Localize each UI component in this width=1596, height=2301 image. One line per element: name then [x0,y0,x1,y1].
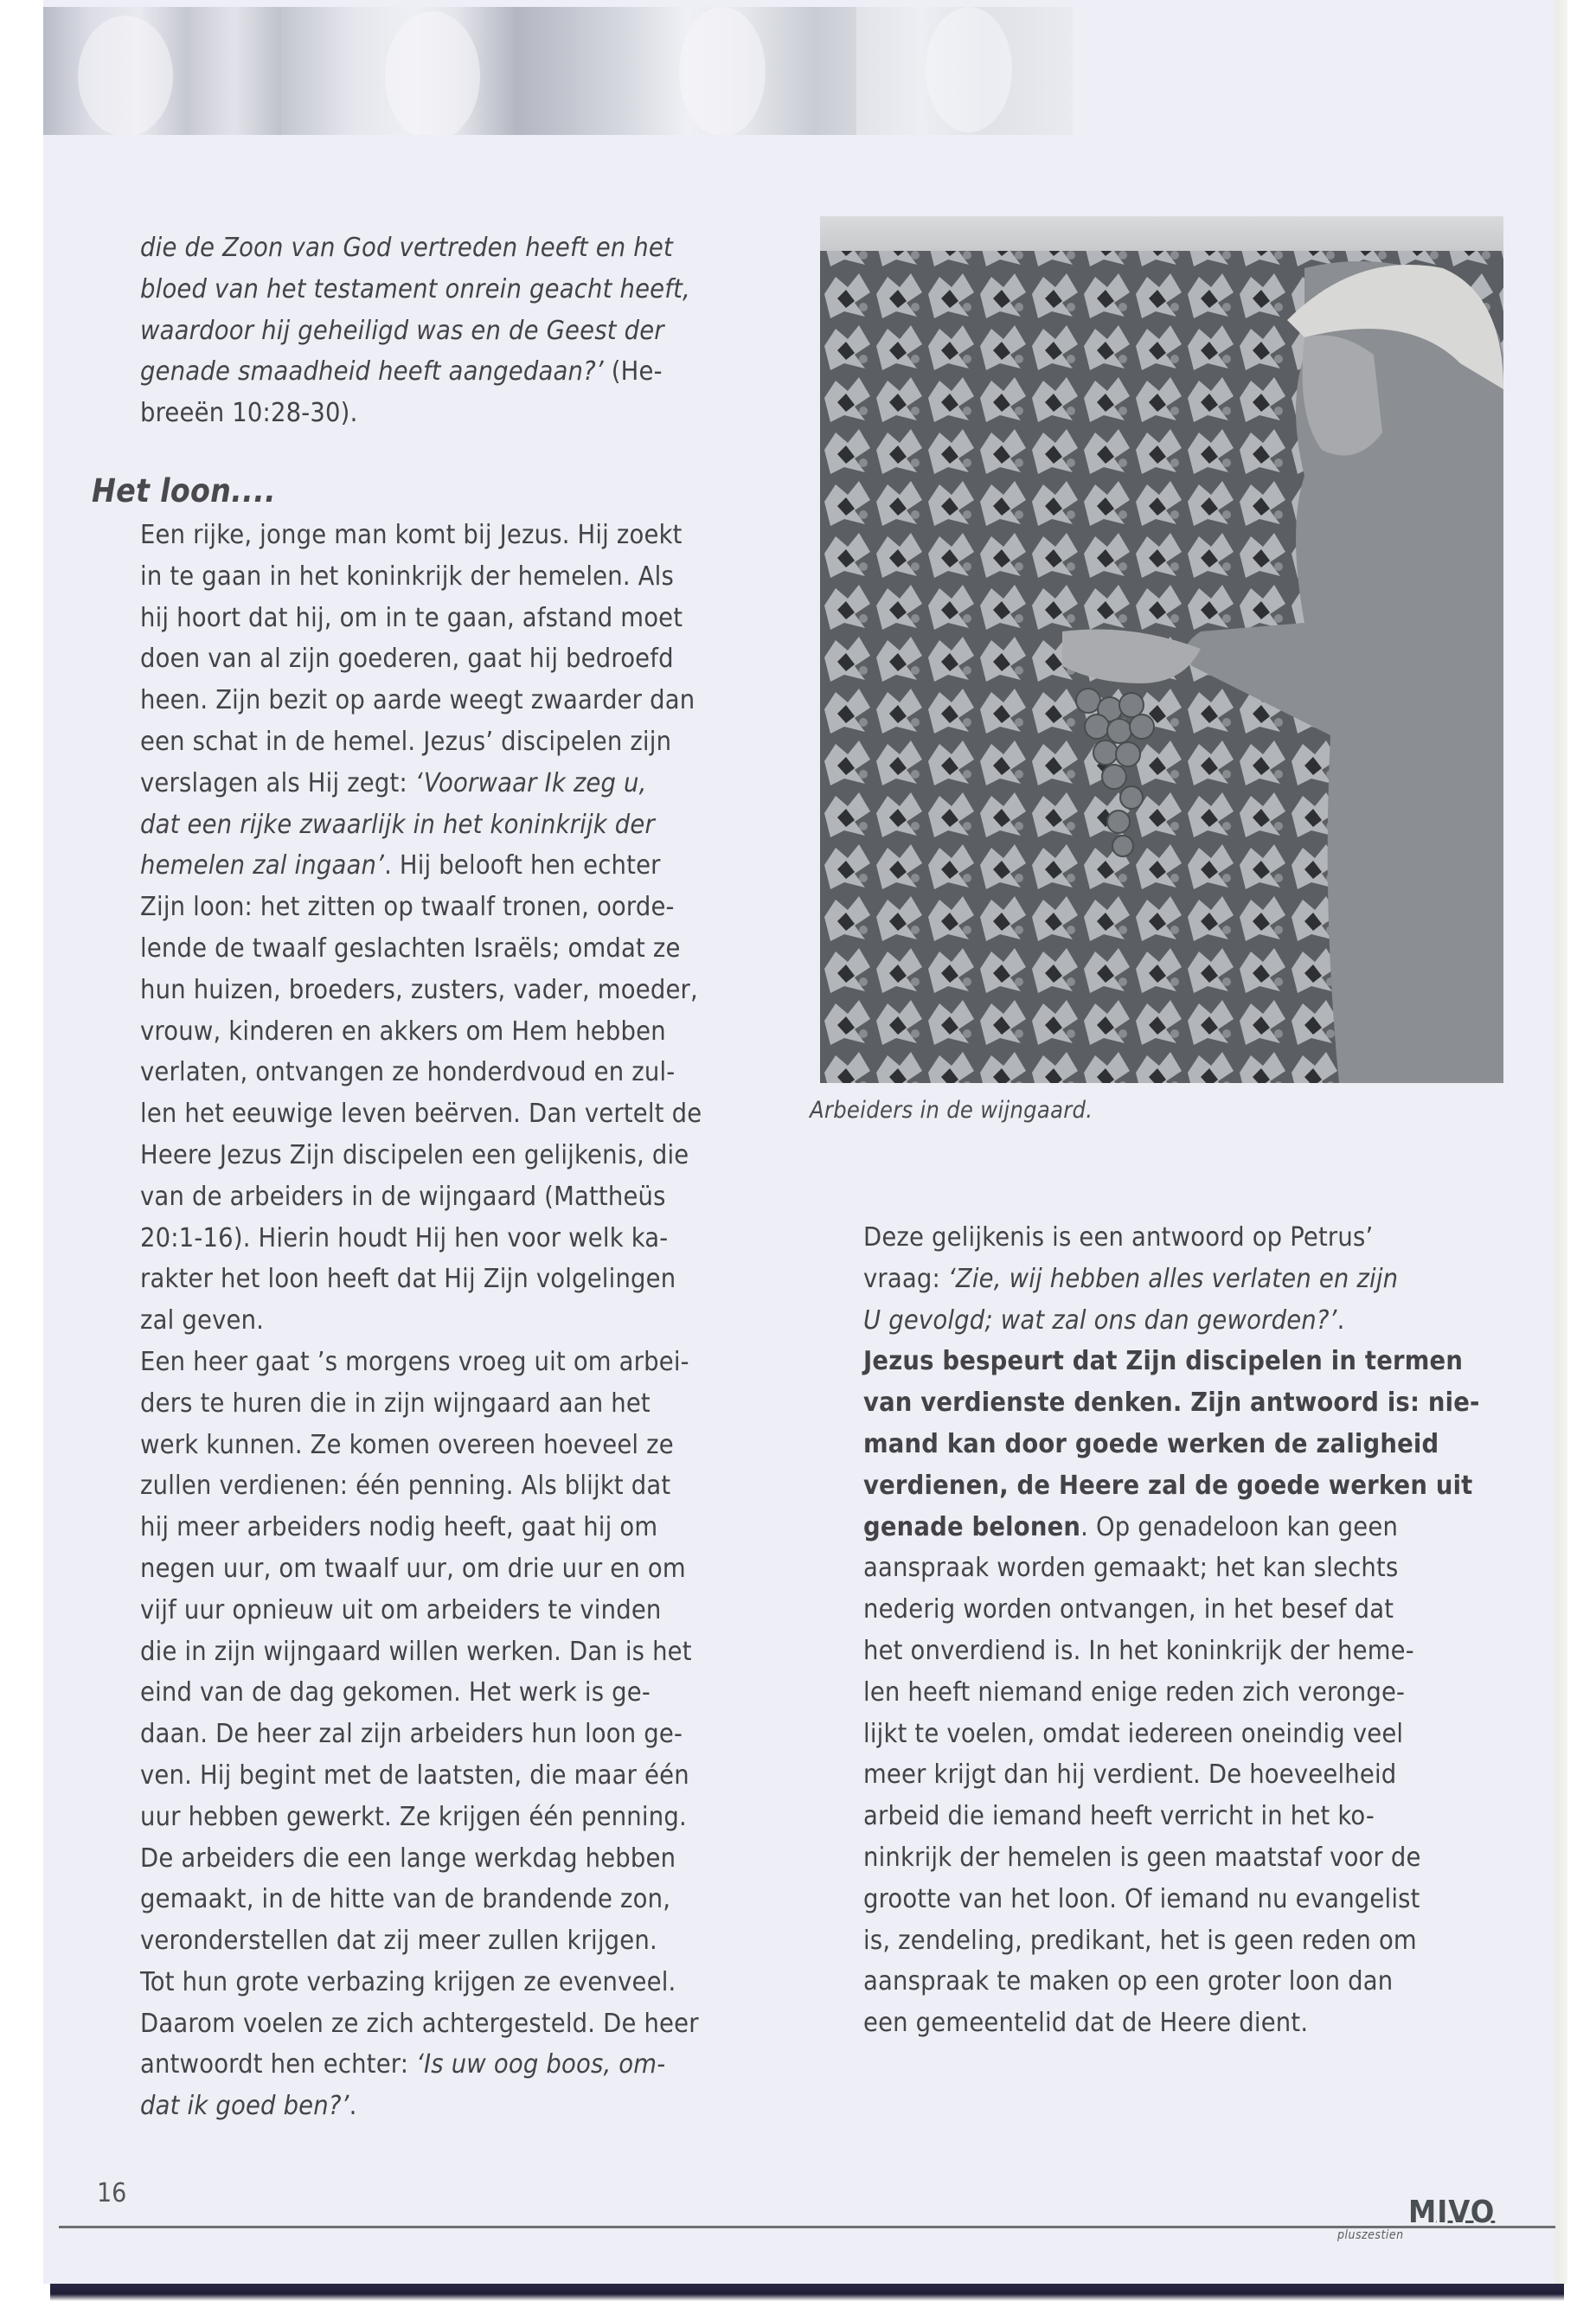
body-text: hun huizen, broeders, zusters, vader, moeder, [140,974,698,1005]
text-line [863,1300,1486,1342]
intro-quote [140,228,763,434]
italic-quote-text: dat ik goed ben?’ [140,2091,349,2122]
brand-subtitle: pluszestien [1337,2228,1404,2242]
text-line [863,1631,1486,1672]
italic-quote-text: waardoor hij geheiligd was en de Geest der [140,315,664,346]
text-line [140,311,763,352]
text-line [863,1714,1486,1755]
italic-quote-text: ‘Is uw oog boos, om- [416,2049,666,2080]
body-text: nederig worden ontvangen, in het besef dat [863,1594,1394,1625]
text-line [863,1672,1486,1714]
body-text: lijkt te voelen, omdat iedereen oneindig veel [863,1718,1404,1749]
text-line [863,1879,1486,1920]
text-line [140,2003,763,2045]
text-line [863,1548,1486,1589]
italic-quote-text: U gevolgd; wat zal ons dan geworden?’ [863,1304,1337,1336]
bold-text: mand kan door goede werken de zaligheid [863,1428,1439,1459]
text-line [863,1796,1486,1837]
bold-text: verdienen, de Heere zal de goede werken uit [863,1470,1473,1501]
text-line [140,1342,763,1383]
footer-rule [59,2226,1555,2228]
text-line [863,1961,1486,2003]
text-line [140,1259,763,1300]
text-line [140,1631,763,1673]
text-line [140,1920,763,1962]
body-text: een schat in de hemel. Jezus’ discipelen zijn [140,726,672,757]
body-text: Heere Jezus Zijn discipelen een gelijkenis, die [140,1139,689,1170]
text-line [863,2003,1486,2044]
body-text: Daarom voelen ze zich achtergesteld. De heer [140,2008,699,2039]
body-text: heen. Zijn bezit op aarde weegt zwaarder dan [140,685,695,716]
text-line [140,928,763,970]
body-text: vrouw, kinderen en akkers om Hem hebben [140,1016,666,1047]
body-text: lende de twaalf geslachten Israëls; omdat ze [140,933,681,964]
body-text: uur hebben gewerkt. Ze krijgen één penning. [140,1801,687,1832]
text-line [140,845,763,887]
body-text: Deze gelijkenis is een antwoord op Petrus’ [863,1222,1374,1253]
body-text: verlaten, ontvangen ze honderdvoud en zul- [140,1057,676,1088]
italic-quote-text: bloed van het testament onrein geacht heeft, [140,273,690,304]
header-portrait-photo [281,7,575,135]
text-line [863,1382,1486,1424]
body-text: grootte van het loon. Of iemand nu evangelist [863,1883,1420,1914]
body-text: . [1336,1304,1345,1336]
body-text: Een heer gaat ’s morgens vroeg uit om arbei- [140,1346,689,1377]
text-line [863,1837,1486,1879]
header-portrait-photo [43,7,281,135]
text-line [140,1879,763,1920]
italic-quote-text: die de Zoon van God vertreden heeft en het [140,233,673,263]
italic-quote-text: genade smaadheid heeft aangedaan?’ [140,356,604,388]
text-line [140,1300,763,1342]
text-line [140,2086,763,2127]
body-text: daan. De heer zal zijn arbeiders hun loon ge- [140,1719,683,1750]
body-text: 20:1-16). Hierin houdt Hij hen voor welk ka- [140,1222,669,1253]
body-text: . Hij belooft hen echter [384,850,661,881]
text-line [863,1920,1486,1962]
body-text: arbeid die iemand heeft verricht in het ko- [863,1801,1375,1832]
body-text: Tot hun grote verbazing krijgen ze evenveel. [140,1966,676,1997]
text-line [140,1590,763,1631]
body-text: veronderstellen dat zij meer zullen krijgen. [140,1926,657,1957]
text-line [140,1838,763,1880]
text-line [140,887,763,928]
body-text: het onverdiend is. In het koninkrijk der heme- [863,1635,1414,1666]
text-line [140,1011,763,1053]
body-text: breeën 10:28-30). [140,398,358,429]
header-portrait-photo [575,7,856,135]
text-line [140,1052,763,1093]
text-line [140,228,763,269]
text-line [863,1424,1486,1465]
body-text: zal geven. [140,1305,265,1336]
italic-quote-text: dat een rijke zwaarlijk in het koninkrijk der [140,809,655,840]
text-line [140,515,763,556]
text-line [140,1425,763,1466]
body-text: (He- [603,356,663,388]
text-line [140,1465,763,1507]
text-line [140,598,763,639]
body-text: len het eeuwige leven beërven. Dan vertelt de [140,1099,702,1130]
text-line [863,1259,1486,1300]
section-heading: Het loon.... [92,472,276,510]
body-text: aanspraak te maken op een groter loon dan [863,1966,1394,1997]
body-text: aanspraak worden gemaakt; het kan slechts [863,1553,1399,1584]
bold-text: Jezus bespeurt dat Zijn discipelen in termen [863,1346,1464,1377]
body-text: verslagen als Hij zegt: [140,767,415,798]
body-text: De arbeiders die een lange werkdag hebben [140,1843,676,1874]
text-line [140,763,763,804]
body-text: Een rijke, jonge man komt bij Jezus. Hij zoekt [140,520,683,550]
text-line [140,2044,763,2086]
bottom-dark-band [50,2284,1564,2301]
text-line [140,1093,763,1135]
photo-caption: Arbeiders in de wijngaard. [810,1097,1093,1124]
body-text: meer krijgt dan hij verdient. De hoeveelheid [863,1759,1397,1791]
right-column-body [863,1217,1486,2044]
text-line [140,1548,763,1590]
text-line [140,393,763,434]
body-text: antwoordt hen echter: [140,2049,417,2080]
italic-quote-text: ‘Zie, wij hebben alles verlaten en zijn [947,1263,1399,1294]
text-line [140,638,763,680]
italic-quote-text: ‘Voorwaar Ik zeg u, [414,767,647,798]
text-line [140,556,763,598]
body-text: rakter het loon heeft dat Hij Zijn volgelingen [140,1264,676,1295]
text-line [140,680,763,721]
text-line [140,1383,763,1425]
body-text: hij hoort dat hij, om in te gaan, afstand moet [140,602,683,633]
body-text: een gemeentelid dat de Heere dient. [863,2008,1309,2039]
bold-text: genade belonen [863,1511,1081,1542]
body-text: gemaakt, in de hitte van de brandende zon, [140,1884,671,1915]
body-text: van de arbeiders in de wijngaard (Mattheüs [140,1181,666,1212]
text-line [140,1176,763,1218]
text-line [140,1797,763,1838]
text-line [863,1754,1486,1796]
text-line [863,1217,1486,1259]
text-line [863,1341,1486,1382]
text-line [140,804,763,846]
left-column-body [140,515,763,2127]
italic-quote-text: hemelen zal ingaan’ [140,850,385,881]
body-text: . Op genadeloon kan geen [1080,1511,1399,1542]
text-line [140,269,763,311]
text-line [140,1714,763,1755]
body-text: len heeft niemand enige reden zich veronge- [863,1676,1406,1708]
body-text: is, zendeling, predikant, het is geen reden om [863,1925,1417,1956]
text-line [863,1507,1486,1548]
text-line [140,721,763,763]
body-text: . [349,2091,357,2122]
header-portrait-photo [856,7,1073,135]
text-line [140,1672,763,1714]
body-text: werk kunnen. Ze komen overeen hoeveel ze [140,1429,674,1460]
page-edge [1555,0,1567,2284]
text-line [140,1218,763,1259]
vineyard-photo-illustration [820,216,1503,1083]
text-line [863,1465,1486,1507]
text-line [863,1589,1486,1631]
body-text: zullen verdienen: één penning. Als blijkt dat [140,1471,671,1502]
body-text: die in zijn wijngaard willen werken. Dan is het [140,1636,692,1667]
text-line [140,1962,763,2003]
body-text: negen uur, om twaalf uur, om drie uur en om [140,1553,686,1584]
face [1303,336,1383,456]
body-text: hij meer arbeiders nodig heeft, gaat hij om [140,1512,658,1543]
bold-text: van verdienste denken. Zijn antwoord is: nie- [863,1388,1480,1419]
text-line [140,1755,763,1797]
body-text: eind van de dag gekomen. Het werk is ge- [140,1677,651,1708]
text-line [140,1135,763,1176]
text-line [140,970,763,1011]
body-text: ders te huren die in zijn wijngaard aan het [140,1388,651,1419]
body-text: Zijn loon: het zitten op twaalf tronen, oorde- [140,892,675,923]
brand-logo: MIVO [1408,2195,1496,2230]
body-text: ninkrijk der hemelen is geen maatstaf voor de [863,1842,1421,1873]
text-line [140,351,763,393]
header-photo-strip [43,7,1073,135]
text-line [140,1507,763,1548]
page-number: 16 [97,2178,127,2208]
body-text: in te gaan in het koninkrijk der hemelen. Als [140,561,674,592]
body-text: ven. Hij begint met de laatsten, die maar één [140,1759,689,1791]
vineyard-photo [820,216,1503,1083]
body-text: vraag: [863,1263,948,1294]
body-text: vijf uur opnieuw uit om arbeiders te vinden [140,1594,662,1625]
body-text: doen van al zijn goederen, gaat hij bedroefd [140,644,674,675]
